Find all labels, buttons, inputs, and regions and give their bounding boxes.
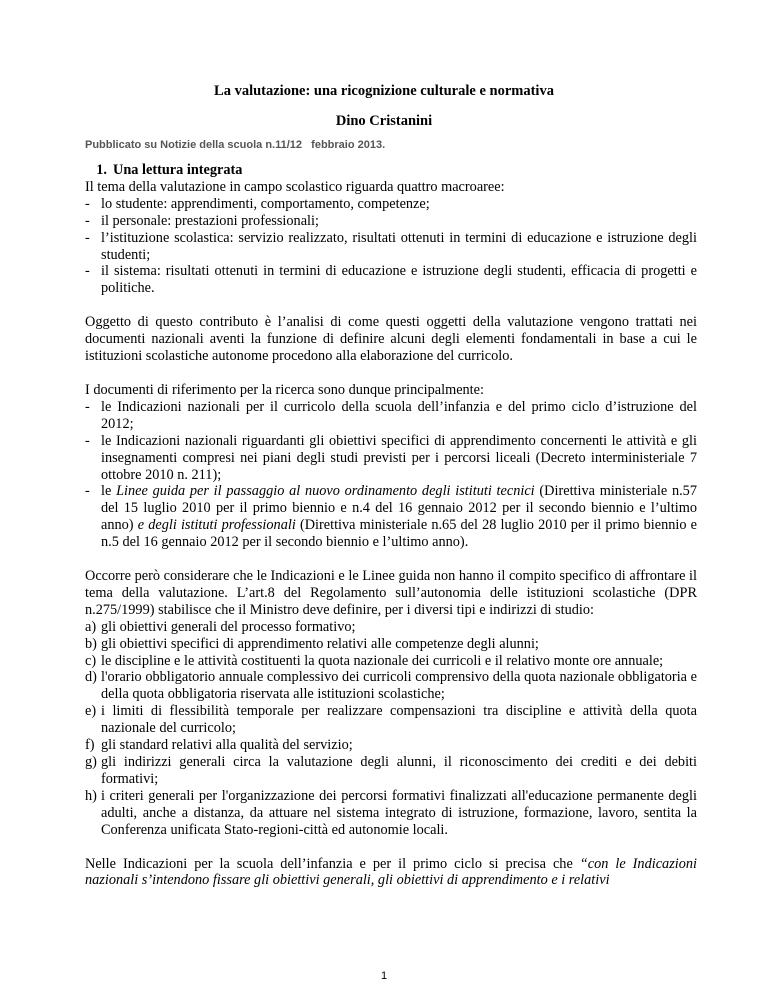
- list-item: c) le discipline e le attività costituenti la quota nazionale dei curricoli e il relativo monte ore annuale;: [85, 652, 664, 669]
- document-author: Dino Cristanini: [335, 113, 433, 129]
- list-item: - le Indicazioni nazionali per il curricolo della scuola dell’infanzia e del primo ciclo d’istruzione del 2012;: [85, 398, 697, 432]
- section-number: 1.: [96, 162, 107, 178]
- list-item: f) gli standard relativi alla qualità del servizio;: [85, 737, 353, 754]
- paragraph: Nelle Indicazioni per la scuola dell’infanzia e per il primo ciclo si precisa che “con le Indicazioni nazionali s’intendono fissare gli obiettivi generali, gli obiettivi di apprendimento e i relativi: [85, 855, 697, 889]
- paragraph: I documenti di riferimento per la ricerca sono dunque principalmente:: [85, 381, 484, 398]
- paragraph: Oggetto di questo contributo è l’analisi di come questi oggetti della valutazione vengono trattati nei documenti nazionali aventi la funzione di definire alcuni degli elementi fondamentali in base a cui le istituzioni scolastiche autonome procedono alla elaborazione del curricolo.: [85, 314, 697, 365]
- list-item: e) i limiti di flessibilità temporale per realizzare compensazioni tra discipline e attività della quota nazionale del curricolo;: [85, 703, 697, 737]
- list-item: - lo studente: apprendimenti, comportamento, competenze;: [85, 195, 430, 212]
- list-item: g) gli indirizzi generali circa la valutazione degli alunni, il riconoscimento dei crediti e dei debiti formativi;: [85, 754, 697, 787]
- publication-note: Pubblicato su Notizie della scuola n.11/12 febbraio 2013.: [85, 139, 386, 151]
- list-item: - il personale: prestazioni professionali;: [85, 212, 319, 229]
- section-heading: [85, 162, 697, 179]
- list-item: - le Indicazioni nazionali riguardanti gli obiettivi specifici di apprendimento concernenti le attività e gli insegnamenti compresi nei piani degli studi previsti per i percorsi liceali (Decreto interministeriale 7 ottobre 2010 n. 211);: [85, 432, 697, 483]
- list-item: h) i criteri generali per l'organizzazione dei percorsi formativi finalizzati all'educazione permanente degli adulti, anche a distanza, da attuare nel sistema integrato di istruzione, formazione, lavoro, sentita la Conferenza unificata Stato-regioni-città ed autonomie locali.: [85, 787, 697, 838]
- list-item: - le Linee guida per il passaggio al nuovo ordinamento degli istituti tecnici (Direttiva ministeriale n.57 del 15 luglio 2010 per il primo biennio e n.4 del 16 gennaio 2012 per il secondo biennio e l’ultimo anno) e degli istituti professionali (Direttiva ministeriale n.65 del 28 luglio 2010 per il primo biennio e n.5 del 16 gennaio 2012 per il secondo biennio e l’ultimo anno).: [85, 483, 697, 551]
- articles-list: [85, 619, 697, 839]
- paragraph: Occorre però considerare che le Indicazioni e le Linee guida non hanno il compito specifico di affrontare il tema della valutazione. L’art.8 del Regolamento sull’autonomia delle istituzioni scolastiche (DPR n.275/1999) stabilisce che il Ministro deve definire, per i diversi tipi e indirizzi di studio:: [85, 568, 697, 618]
- list-item: - il sistema: risultati ottenuti in termini di educazione e istruzione degli studenti, efficacia di progetti e politiche.: [85, 263, 697, 297]
- documents-list: [85, 399, 697, 551]
- page-number: 1: [380, 970, 388, 982]
- list-item: d) l'orario obbligatorio annuale complessivo dei curricoli comprensivo della quota nazionale obbligatoria e della quota obbligatoria riservata alle istituzioni scolastiche;: [85, 669, 697, 703]
- list-item: b) gli obiettivi specifici di apprendimento relativi alle competenze degli alunni;: [85, 635, 539, 652]
- section-title: Una lettura integrata: [113, 162, 243, 178]
- macroareas-list: [85, 196, 697, 297]
- document-body: [85, 162, 697, 889]
- paragraph-intro: Il tema della valutazione in campo scolastico riguarda quattro macroaree:: [85, 178, 505, 195]
- list-item: a) gli obiettivi generali del processo formativo;: [85, 618, 356, 635]
- list-item: - l’istituzione scolastica: servizio realizzato, risultati ottenuti in termini di educazione e istruzione degli studenti;: [85, 229, 697, 263]
- document-title: La valutazione: una ricognizione culturale e normativa: [214, 83, 554, 99]
